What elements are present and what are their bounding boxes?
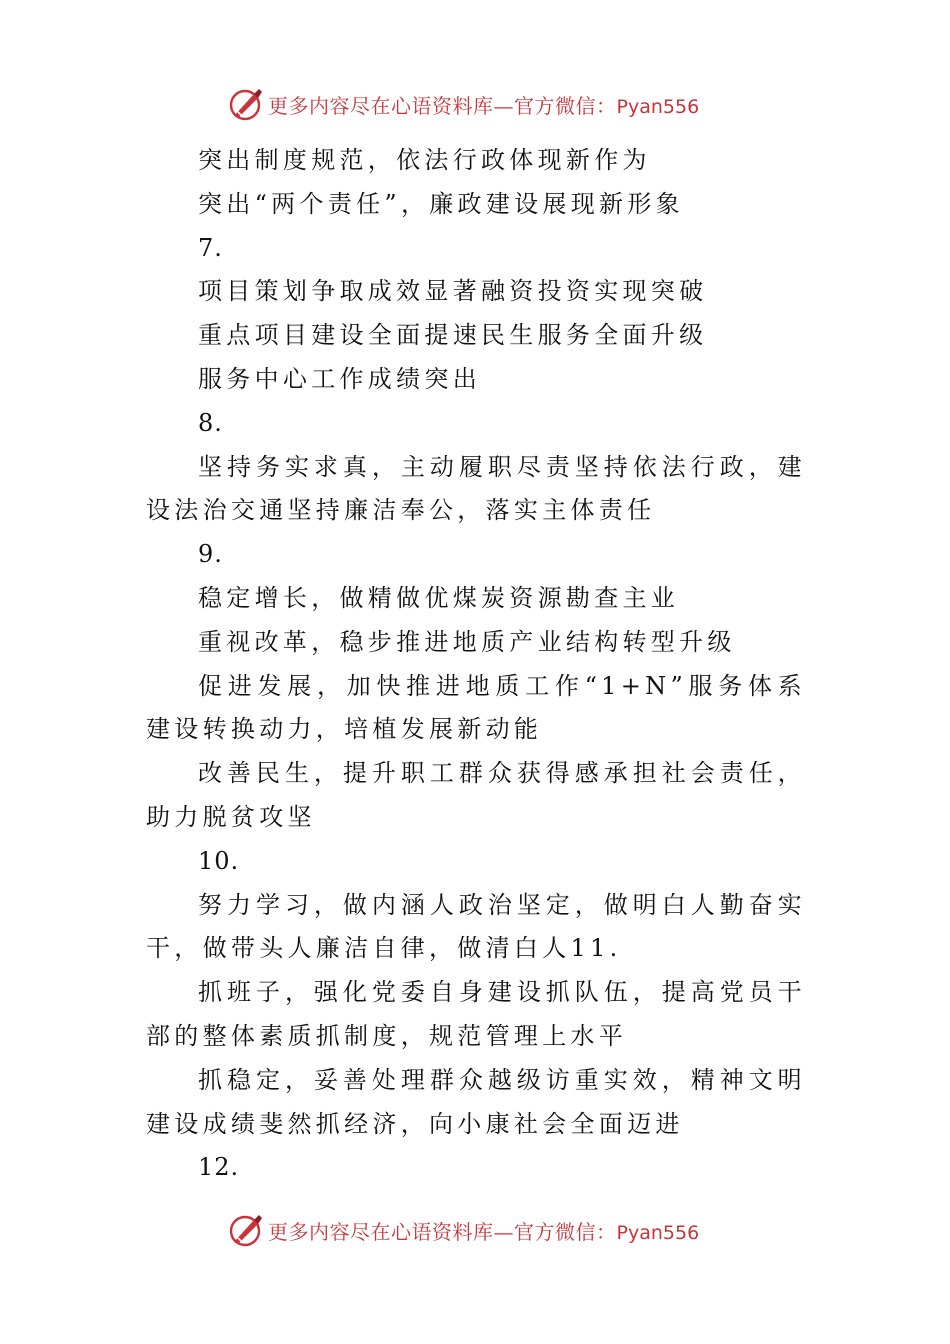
section-number: 7. <box>198 233 223 262</box>
watermark-wechat-id: Pyan556 <box>616 95 700 118</box>
paragraph: 重点项目建设全面提速民生服务全面升级 <box>198 321 708 350</box>
paragraph: 重视改革，稳步推进地质产业结构转型升级 <box>198 627 736 656</box>
paragraph: 突出制度规范，依法行政体现新作为 <box>198 146 651 174</box>
paragraph: 稳定增长，做精做优煤炭资源勘查主业 <box>198 583 680 612</box>
paragraph: 改善民生，提升职工群众获得感承担社会责任，助力脱贫攻坚 <box>146 759 806 831</box>
section-number: 12. <box>198 1153 240 1182</box>
pen-logo-icon <box>228 86 264 122</box>
paragraph: 坚持务实求真，主动履职尽责坚持依法行政，建设法治交通坚持廉洁奉公，落实主体责任 <box>146 452 806 525</box>
watermark-footer <box>228 1210 699 1250</box>
paragraph: 抓稳定，妥善处理群众越级访重实效，精神文明建设成绩斐然抓经济，向小康社会全面迈进 <box>146 1065 806 1138</box>
section-number: 8. <box>198 408 223 437</box>
paragraph: 突出“两个责任”，廉政建设展现新形象 <box>198 189 684 218</box>
pen-logo-icon <box>228 1212 264 1248</box>
paragraph: 抓班子，强化党委自身建设抓队伍，提高党员干部的整体素质抓制度，规范管理上水平 <box>146 978 806 1050</box>
paragraph: 促进发展，加快推进地质工作“1+N”服务体系建设转换动力，培植发展新动能 <box>146 671 806 744</box>
watermark-header <box>228 84 699 124</box>
watermark-wechat-id: Pyan556 <box>616 1221 700 1244</box>
watermark-text: 更多内容尽在心语资料库—官方微信： <box>268 1219 617 1244</box>
section-number: 9. <box>198 540 223 569</box>
paragraph: 服务中心工作成绩突出 <box>198 364 481 393</box>
section-number: 10. <box>198 846 240 875</box>
document-body <box>146 139 806 1190</box>
paragraph: 努力学习，做内涵人政治坚定，做明白人勤奋实干，做带头人廉洁自律，做清白人11. <box>146 890 806 963</box>
paragraph: 项目策划争取成效显著融资投资实现突破 <box>198 277 708 306</box>
watermark-text: 更多内容尽在心语资料库—官方微信： <box>268 93 617 118</box>
